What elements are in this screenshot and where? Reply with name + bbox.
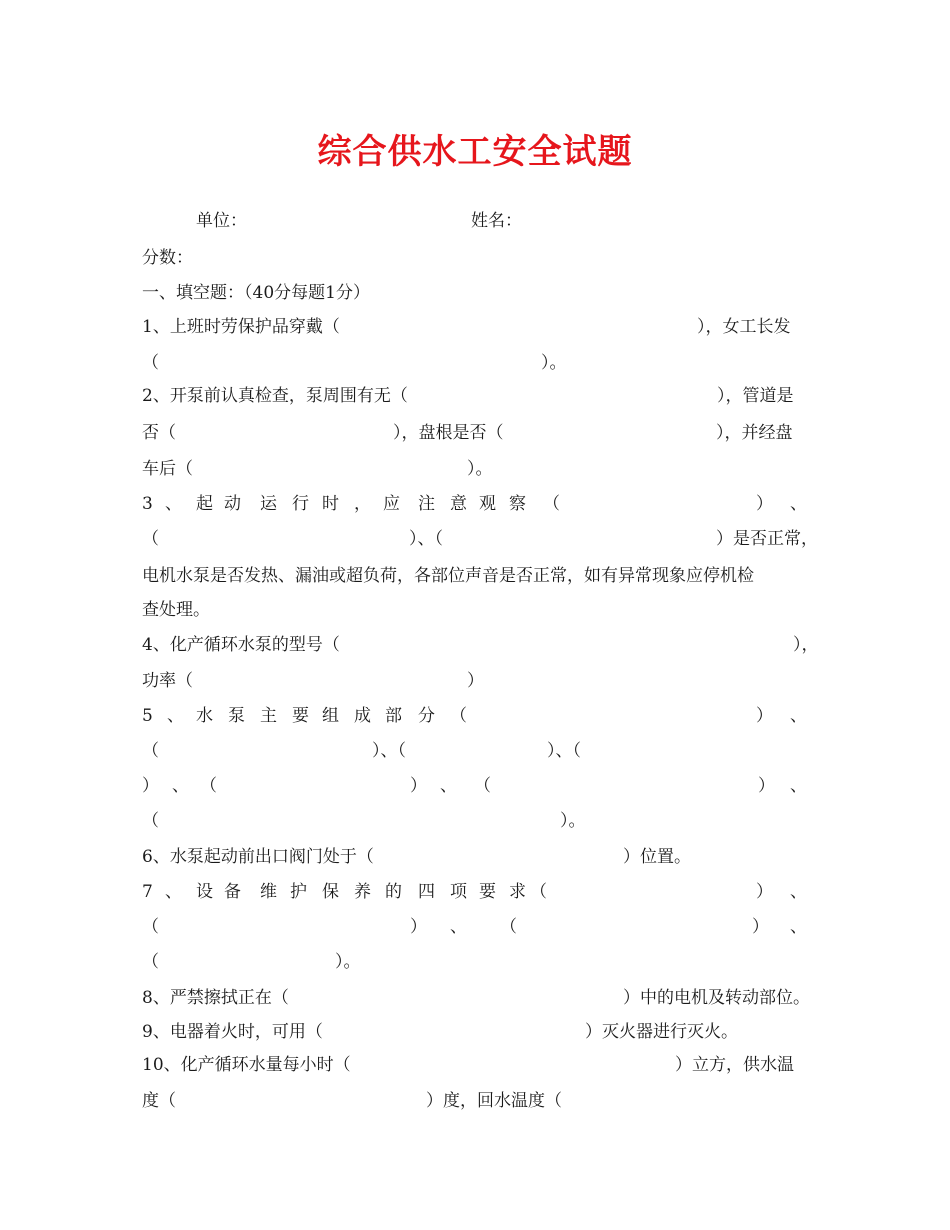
header-score-label: 分数： — [142, 248, 193, 268]
header-unit-label: 单位： — [196, 211, 247, 231]
question-line-23-segment-1: 度（ — [142, 1091, 176, 1111]
question-line-2-segment-2: ）。 — [541, 353, 567, 373]
question-line-3-segment-1: 2、开泵前认真检查，泵周围有无（ — [142, 386, 408, 406]
question-line-9-segment-1: 查处理。 — [142, 600, 210, 620]
question-line-17-segment-14: （ — [530, 882, 547, 902]
question-line-10-segment-2: ）， — [793, 635, 819, 655]
question-line-18-segment-1: （ — [142, 917, 159, 937]
question-line-6-segment-2: 、 — [165, 494, 182, 514]
question-line-6-segment-16: 、 — [790, 494, 807, 514]
question-line-13-segment-1: （ — [142, 741, 159, 761]
question-line-17-segment-11: 项 — [450, 882, 467, 902]
question-line-17-segment-2: 、 — [165, 882, 182, 902]
question-line-22-segment-2: ）立方，供水温 — [675, 1055, 794, 1075]
question-line-17-segment-9: 的 — [385, 882, 402, 902]
header-name-label: 姓名： — [471, 211, 522, 231]
question-line-8-segment-1: 电机水泵是否发热、漏油或超负荷，各部位声音是否正常，如有异常现象应停机检 — [142, 566, 754, 586]
question-line-21-segment-2: ）灭火器进行灭火。 — [585, 1022, 738, 1042]
question-line-16-segment-2: ）位置。 — [623, 847, 691, 867]
question-line-3-segment-2: ），管道是 — [717, 386, 794, 406]
question-line-6-segment-12: 观 — [479, 494, 496, 514]
question-line-11-segment-1: 功率（ — [142, 671, 193, 691]
question-line-6-segment-3: 起 — [196, 494, 213, 514]
question-line-14-segment-7: ） — [758, 776, 775, 796]
question-line-7-segment-2: ）、（ — [409, 529, 443, 549]
question-line-4-segment-2: ），盘根是否（ — [393, 423, 504, 443]
question-line-6-segment-13: 察 — [509, 494, 526, 514]
question-line-19-segment-2: ）。 — [335, 952, 361, 972]
question-line-17-segment-10: 四 — [418, 882, 435, 902]
question-line-14-segment-5: 、 — [440, 776, 457, 796]
question-line-18-segment-6: 、 — [790, 917, 807, 937]
question-line-12-segment-12: ） — [756, 706, 773, 726]
question-line-6-segment-9: 应 — [383, 494, 400, 514]
question-line-4-segment-3: ），并经盘 — [716, 423, 793, 443]
question-line-12-segment-5: 主 — [260, 706, 277, 726]
question-line-6-segment-8: ， — [354, 494, 371, 514]
question-line-20-segment-2: ）中的电机及转动部位。 — [623, 988, 810, 1008]
question-line-19-segment-1: （ — [142, 952, 159, 972]
question-line-12-segment-7: 组 — [322, 706, 339, 726]
question-line-11-segment-2: ） — [467, 671, 484, 691]
question-line-17-segment-6: 护 — [290, 882, 307, 902]
question-line-10-segment-1: 4、化产循环水泵的型号（ — [142, 635, 340, 655]
question-line-12-segment-3: 水 — [196, 706, 213, 726]
question-line-6-segment-5: 运 — [260, 494, 277, 514]
question-line-14-segment-6: （ — [474, 776, 491, 796]
question-line-22-segment-1: 10、化产循环水量每小时（ — [142, 1055, 351, 1075]
question-line-17-segment-3: 设 — [196, 882, 213, 902]
question-line-12-segment-10: 分 — [418, 706, 435, 726]
question-line-16-segment-1: 6、水泵起动前出口阀门处于（ — [142, 847, 374, 867]
question-line-12-segment-11: （ — [450, 706, 467, 726]
question-line-17-segment-1: 7 — [142, 882, 153, 902]
question-line-13-segment-2: ）、（ — [372, 741, 406, 761]
question-line-15-segment-1: （ — [142, 811, 159, 831]
question-line-6-segment-14: （ — [543, 494, 560, 514]
question-line-14-segment-4: ） — [410, 776, 427, 796]
question-line-6-segment-6: 行 — [292, 494, 309, 514]
question-line-12-segment-13: 、 — [790, 706, 807, 726]
question-line-4-segment-1: 否（ — [142, 423, 176, 443]
question-line-17-segment-4: 备 — [224, 882, 241, 902]
question-line-17-segment-12: 要 — [479, 882, 496, 902]
question-line-17-segment-15: ） — [756, 882, 773, 902]
question-line-14-segment-3: （ — [200, 776, 217, 796]
question-line-1-segment-1: 1、上班时劳保护品穿戴（ — [142, 317, 340, 337]
question-line-15-segment-2: ）。 — [560, 811, 586, 831]
question-line-18-segment-4: （ — [500, 917, 517, 937]
question-line-6-segment-11: 意 — [450, 494, 467, 514]
question-line-12-segment-4: 泵 — [228, 706, 245, 726]
question-line-14-segment-2: 、 — [172, 776, 189, 796]
section-heading: 一、填空题：（40分每题1分） — [142, 283, 370, 303]
question-line-7-segment-3: ）是否正常， — [716, 529, 818, 549]
question-line-23-segment-2: ）度，回水温度（ — [426, 1091, 562, 1111]
question-line-17-segment-13: 求 — [509, 882, 526, 902]
question-line-12-segment-8: 成 — [354, 706, 371, 726]
question-line-21-segment-1: 9、电器着火时，可用（ — [142, 1022, 323, 1042]
question-line-12-segment-9: 部 — [385, 706, 402, 726]
question-line-1-segment-2: ），女工长发 — [697, 317, 791, 337]
question-line-12-segment-2: 、 — [167, 706, 184, 726]
question-line-17-segment-5: 维 — [260, 882, 277, 902]
question-line-6-segment-4: 动 — [224, 494, 241, 514]
page-title: 综合供水工安全试题 — [317, 132, 633, 172]
question-line-6-segment-15: ） — [756, 494, 773, 514]
question-line-6-segment-1: 3 — [142, 494, 153, 514]
question-line-6-segment-7: 时 — [322, 494, 339, 514]
question-line-18-segment-3: 、 — [450, 917, 467, 937]
question-line-13-segment-3: ）、（ — [547, 741, 581, 761]
question-line-20-segment-1: 8、严禁擦拭正在（ — [142, 988, 289, 1008]
question-line-14-segment-8: 、 — [790, 776, 807, 796]
question-line-18-segment-2: ） — [410, 917, 427, 937]
question-line-17-segment-8: 养 — [354, 882, 371, 902]
question-line-18-segment-5: ） — [752, 917, 769, 937]
question-line-12-segment-6: 要 — [292, 706, 309, 726]
question-line-5-segment-1: 车后（ — [142, 459, 193, 479]
question-line-17-segment-7: 保 — [322, 882, 339, 902]
question-line-14-segment-1: ） — [142, 776, 159, 796]
question-line-7-segment-1: （ — [142, 529, 159, 549]
question-line-2-segment-1: （ — [142, 353, 159, 373]
question-line-6-segment-10: 注 — [418, 494, 435, 514]
question-line-5-segment-2: ）。 — [467, 459, 493, 479]
question-line-17-segment-16: 、 — [790, 882, 807, 902]
question-line-12-segment-1: 5 — [142, 706, 153, 726]
